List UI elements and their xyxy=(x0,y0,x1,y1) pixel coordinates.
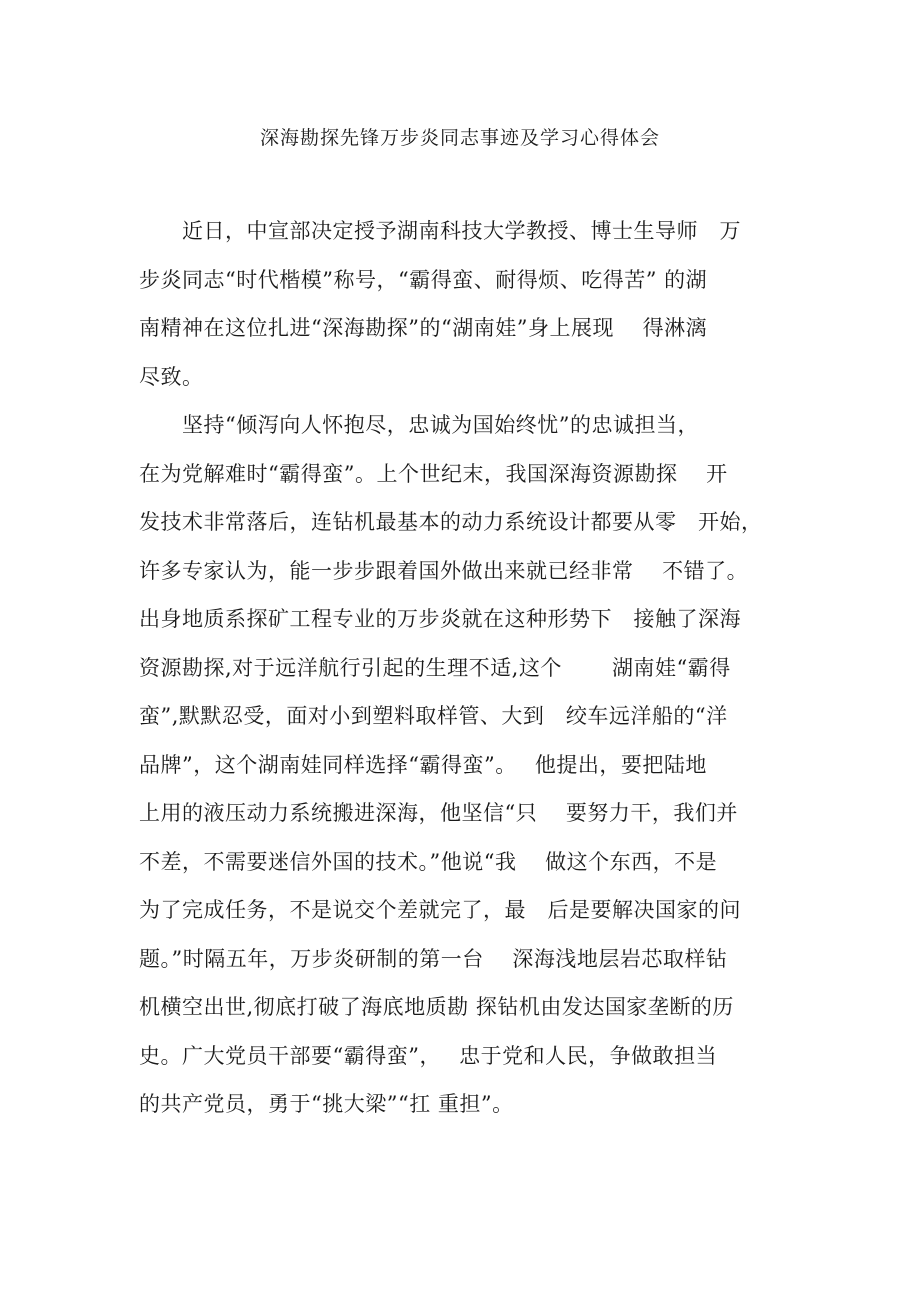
paragraph-line: 在为党解难时“霸得蛮”。上个世纪末，我国深海资源勘探 开 xyxy=(139,462,728,486)
paragraph-line: 出身地质系探矿工程专业的万步炎就在这种形势下 接触了深海 xyxy=(139,607,741,631)
paragraph-line: 为了完成任务，不是说交个差就完了，最 后是要解决国家的问 xyxy=(139,898,741,922)
paragraph-line: 南精神在这位扎进“深海勘探”的“湖南娃”身上展现 得淋漓 xyxy=(139,316,708,340)
paragraph-line: 尽致。 xyxy=(139,365,204,389)
paragraph-line: 近日，中宣部决定授予湖南科技大学教授、博士生导师 万 xyxy=(139,219,741,243)
paragraph-line: 发技术非常落后，连钻机最基本的动力系统设计都要从零 开始， xyxy=(139,510,763,534)
paragraph-line: 资源勘探,对于远洋航行引起的生理不适,这个 湖南娃“霸得 xyxy=(139,656,731,680)
paragraph-line: 蛮”,默默忍受，面对小到塑料取样管、大到 绞车远洋船的“洋 xyxy=(139,704,728,728)
document-title: 深海勘探先锋万步炎同志事迹及学习心得体会 xyxy=(259,127,660,149)
paragraph-line: 机横空出世,彻底打破了海底地质勘 探钻机由发达国家垄断的历 xyxy=(139,995,734,1019)
paragraph-line: 史。广大党员干部要“霸得蛮”， 忠于党和人民，争做敢担当 xyxy=(139,1044,718,1068)
paragraph-line: 坚持“倾泻向人怀抱尽，忠诚为国始终忧”的忠诚担当， xyxy=(139,413,699,437)
paragraph-line: 上用的液压动力系统搬进深海，他坚信“只 要努力干，我们并 xyxy=(139,801,738,825)
paragraph-line: 步炎同志“时代楷模”称号，“霸得蛮、耐得烦、吃得苦” 的湖 xyxy=(139,268,708,292)
paragraph-line: 品牌”，这个湖南娃同样选择“霸得蛮”。 他提出，要把陆地 xyxy=(139,753,707,777)
paragraph-line: 的共产党员，勇于“挑大梁”“扛 重担”。 xyxy=(139,1092,514,1116)
paragraph-line: 不差，不需要迷信外国的技术。”他说“我 做这个东西，不是 xyxy=(139,850,718,874)
paragraph-line: 题。”时隔五年，万步炎研制的第一台 深海浅地层岩芯取样钻 xyxy=(139,947,728,971)
paragraph-line: 许多专家认为，能一步步跟着国外做出来就已经非常 不错了。 xyxy=(139,559,749,583)
